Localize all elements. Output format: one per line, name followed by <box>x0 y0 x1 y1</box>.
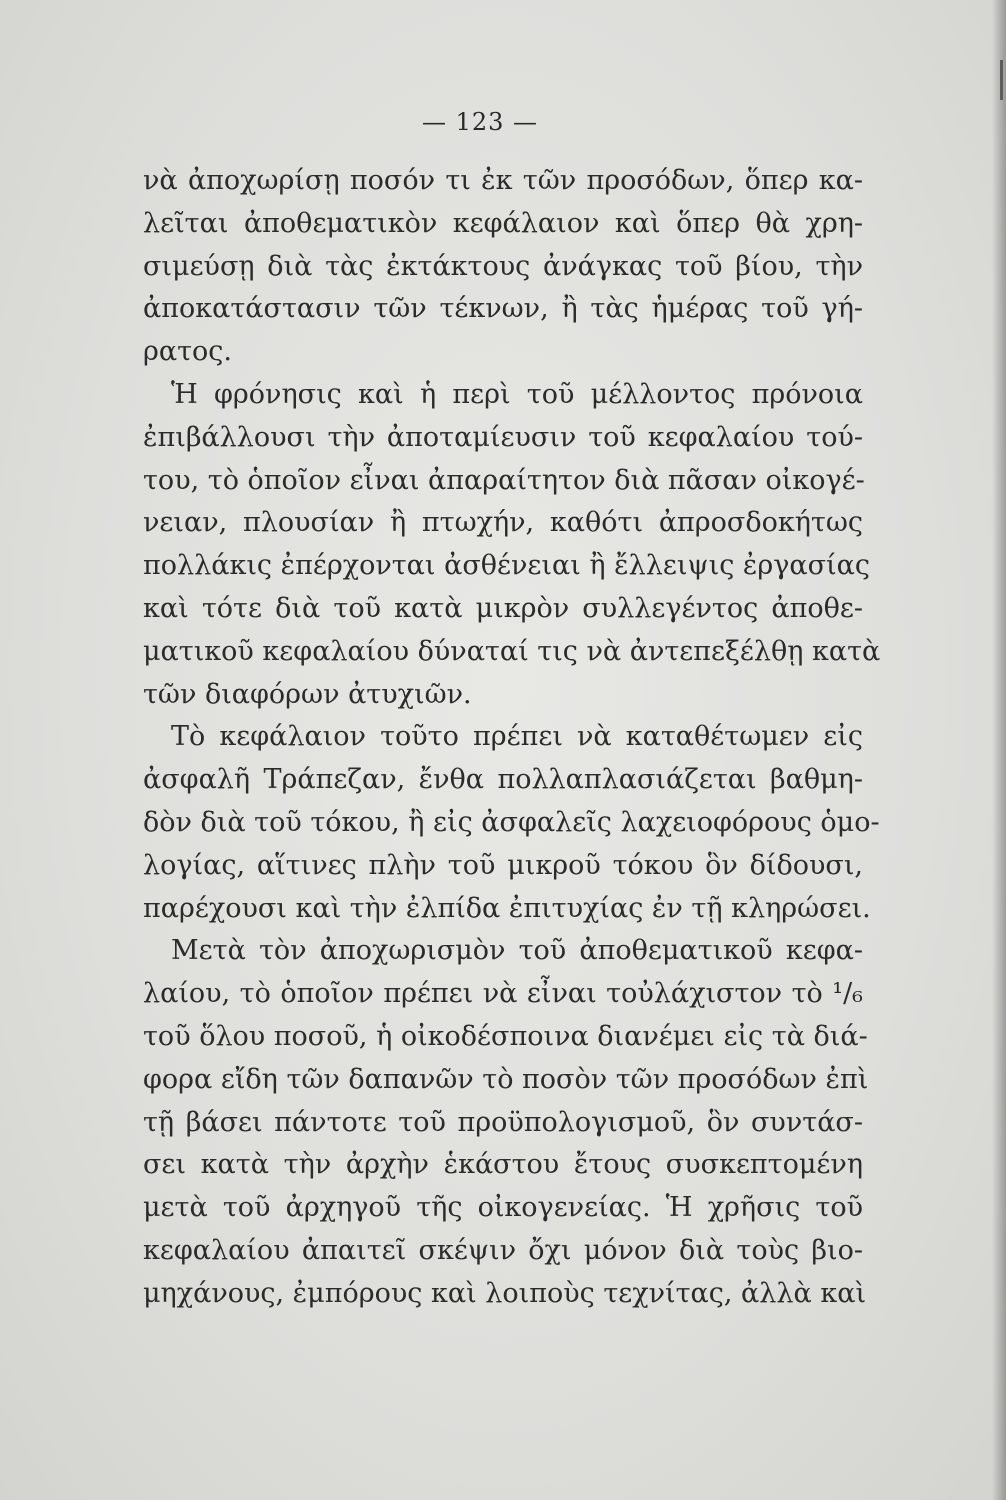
text-line <box>143 374 863 417</box>
text-line-content: ματικοῦ κεφαλαίου δύναταί τις νὰ ἀντεπεξέλθῃ κατὰ <box>143 635 881 667</box>
text-line-content: παρέχουσι καὶ τὴν ἐλπίδα ἐπιτυχίας ἐν τῇ κληρώσει. <box>143 892 871 924</box>
text-line-content: νὰ ἀποχωρίσῃ ποσόν τι ἐκ τῶν προσόδων, ὅπερ κα- <box>143 165 863 196</box>
text-line-content: λογίας, αἵτινες πλὴν τοῦ μικροῦ τόκου ὃν δίδουσι, <box>143 849 863 881</box>
text-line <box>143 802 880 845</box>
text-line <box>143 888 871 931</box>
page-edge-shadow <box>992 0 1006 1500</box>
text-line <box>143 973 863 1016</box>
text-line-content: τῇ βάσει πάντοτε τοῦ προϋπολογισμοῦ, ὃν συντάσ- <box>143 1106 863 1138</box>
text-line <box>143 1059 869 1102</box>
text-line-content: ἀποκατάστασιν τῶν τέκνων, ἢ τὰς ἡμέρας τοῦ γή- <box>143 293 863 325</box>
text-line <box>143 460 863 503</box>
text-line-content: σει κατὰ τὴν ἀρχὴν ἑκάστου ἔτους συσκεπτομένη <box>143 1149 863 1181</box>
text-line <box>143 1102 863 1145</box>
text-line <box>143 545 870 588</box>
text-line <box>143 588 863 631</box>
text-line-content: τῶν διαφόρων ἀτυχιῶν. <box>143 678 472 710</box>
text-line <box>143 674 863 717</box>
text-line-content: πολλάκις ἐπέρχονται ἀσθένειαι ἢ ἔλλειψις ἐργασίας <box>143 550 870 582</box>
page-edge-mark <box>1000 60 1003 100</box>
text-line-content: λεῖται ἀποθεματικὸν κεφάλαιον καὶ ὅπερ θὰ χρη- <box>143 207 863 239</box>
text-line <box>143 930 863 973</box>
text-line <box>143 246 863 289</box>
text-line-content: ἐπιβάλλουσι τὴν ἀποταμίευσιν τοῦ κεφαλαίου τού- <box>143 421 863 453</box>
text-line-content: καὶ τότε διὰ τοῦ κατὰ μικρὸν συλλεγέντος ἀποθε- <box>143 592 863 624</box>
page-number: — 123 — <box>421 108 539 136</box>
text-line-content: του, τὸ ὁποῖον εἶναι ἀπαραίτητον διὰ πᾶσαν οἰκογέ- <box>143 464 865 496</box>
text-line <box>143 1016 868 1059</box>
text-line <box>143 331 863 374</box>
text-line <box>143 631 881 674</box>
text-line-content: ρατος. <box>143 336 233 368</box>
text-line-content: νειαν, πλουσίαν ἢ πτωχήν, καθότι ἀπροσδοκήτως <box>143 507 863 539</box>
text-line-content: σιμεύσῃ διὰ τὰς ἐκτάκτους ἀνάγκας τοῦ βίου, τὴν <box>143 250 863 282</box>
text-line-content: κεφαλαίου ἀπαιτεῖ σκέψιν ὄχι μόνον διὰ τοὺς βιο- <box>143 1234 863 1266</box>
text-line <box>143 1273 867 1316</box>
text-line <box>143 759 863 802</box>
body-text <box>143 160 881 1316</box>
text-line-content: Μετὰ τὸν ἀποχωρισμὸν τοῦ ἀποθεματικοῦ κεφα- <box>171 935 863 967</box>
text-line-content: δὸν διὰ τοῦ τόκου, ἢ εἰς ἀσφαλεῖς λαχειοφόρους ὁμο- <box>143 806 880 838</box>
text-line-content: μετὰ τοῦ ἀρχηγοῦ τῆς οἰκογενείας. Ἡ χρῆσις τοῦ <box>143 1192 863 1224</box>
text-line-content: τοῦ ὅλου ποσοῦ, ἡ οἰκοδέσποινα διανέμει εἰς τὰ διά- <box>143 1020 868 1052</box>
text-line <box>143 845 863 888</box>
text-line-content: μηχάνους, ἐμπόρους καὶ λοιποὺς τεχνίτας, ἀλλὰ καὶ <box>143 1277 867 1309</box>
text-line <box>143 1144 863 1187</box>
text-line <box>143 417 863 460</box>
text-line <box>143 502 863 545</box>
text-line <box>143 203 863 246</box>
text-line-content: Ἡ φρόνησις καὶ ἡ περὶ τοῦ μέλλοντος πρόνοια <box>171 378 863 410</box>
text-line <box>143 160 863 203</box>
text-line <box>143 716 863 759</box>
text-line-content: φορα εἴδη τῶν δαπανῶν τὸ ποσὸν τῶν προσόδων ἐπὶ <box>143 1063 869 1095</box>
text-line-content: Τὸ κεφάλαιον τοῦτο πρέπει νὰ καταθέτωμεν εἰς <box>171 721 863 753</box>
text-line-content: ἀσφαλῆ Τράπεζαν, ἔνθα πολλαπλασιάζεται βαθμη- <box>143 764 863 796</box>
text-line-content: λαίου, τὸ ὁποῖον πρέπει νὰ εἶναι τοὐλάχιστον τὸ ¹/₆ <box>143 978 863 1010</box>
text-line <box>143 1187 863 1230</box>
text-line <box>143 288 863 331</box>
text-line <box>143 1230 863 1273</box>
